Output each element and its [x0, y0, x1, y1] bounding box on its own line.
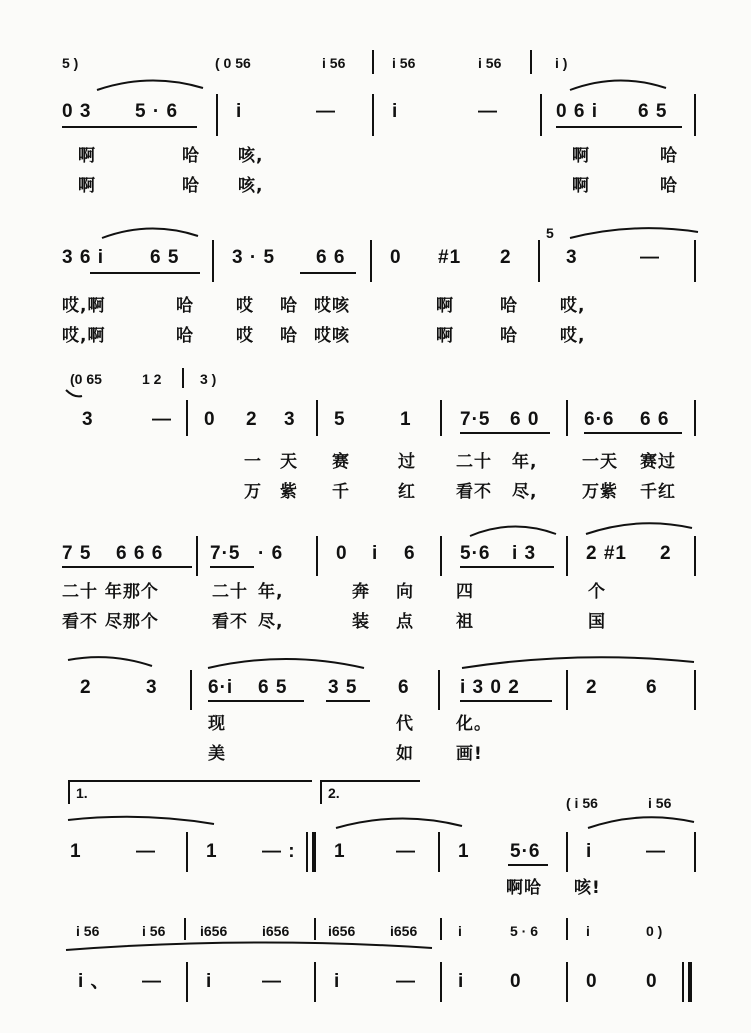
note: i [236, 101, 243, 122]
note: 0 [510, 971, 522, 992]
note: 3 · 5 [232, 247, 276, 268]
intro-note: ( i 56 [566, 795, 598, 811]
lyric: 看不 [456, 482, 492, 502]
lyric: 代 [396, 714, 414, 734]
barline [566, 536, 568, 576]
lyric: 哈 [176, 326, 194, 346]
lyric: 哎,啊 [62, 296, 106, 316]
lyric: 哎 [236, 296, 254, 316]
note: 1 [458, 841, 470, 862]
note: i [206, 971, 213, 992]
lyric: 哈 [280, 326, 298, 346]
volta-bracket [68, 780, 70, 804]
barline [538, 240, 540, 282]
note: 3 [284, 409, 296, 430]
lyric: 哈 [182, 146, 200, 166]
note: i [392, 101, 399, 122]
underline [62, 126, 197, 128]
note: 6 [646, 677, 658, 698]
intro-note: i 56 [478, 55, 502, 71]
lyric: 看不 尽那个 [62, 612, 159, 632]
lyric: 啊哈 [506, 878, 542, 898]
note: 2 [246, 409, 258, 430]
note: 6 6 [316, 247, 346, 268]
note: #1 [438, 247, 462, 268]
underline [460, 700, 552, 702]
lyric: 向 [396, 582, 414, 602]
barline [314, 962, 316, 1002]
note: 6 5 [150, 247, 180, 268]
slur [568, 78, 668, 92]
barline [372, 94, 374, 136]
volta-bracket [320, 780, 420, 782]
barline [440, 962, 442, 1002]
lyric: 啊 [572, 146, 590, 166]
lyric: 啊 [436, 296, 454, 316]
barline [440, 400, 442, 436]
lyric: 尽, [512, 482, 538, 502]
slur [100, 226, 200, 240]
volta-2-label: 2. [328, 785, 340, 801]
note: 6 6 [640, 409, 670, 430]
intro-note: 5 ) [62, 55, 79, 71]
note: 2 [80, 677, 92, 698]
note: 2 [500, 247, 512, 268]
note: · 6 [258, 543, 284, 564]
lyric: 咳, [238, 146, 264, 166]
note: 6 5 [258, 677, 288, 698]
lyric: 哈 [500, 326, 518, 346]
intro-note: ( 0 56 [215, 55, 251, 71]
lyric: 一天 [582, 452, 618, 472]
underline [460, 566, 554, 568]
lyric: 过 [398, 452, 416, 472]
barline [190, 670, 192, 710]
note: 6 6 6 [116, 543, 164, 564]
lyric: 装 [352, 612, 370, 632]
note: 3 5 [328, 677, 358, 698]
lyric: 紫 [280, 482, 298, 502]
note: 0 3 [62, 101, 92, 122]
lyric: 四 [456, 582, 474, 602]
note: i 、 [78, 971, 111, 992]
lyric: 哎, [560, 296, 586, 316]
barline [438, 832, 440, 872]
tie [586, 816, 696, 830]
barline [566, 962, 568, 1002]
lyric: 咳! [574, 878, 601, 898]
lyric: 个 [588, 582, 606, 602]
barline [186, 962, 188, 1002]
slur [66, 656, 154, 670]
lyric: 一 [244, 452, 262, 472]
intro-note: (0 65 [70, 371, 102, 387]
note: 0 [586, 971, 598, 992]
lyric: 祖 [456, 612, 474, 632]
lyric: 红 [398, 482, 416, 502]
note: 5 · 6 [135, 101, 179, 122]
repeat-barline [312, 832, 316, 872]
note: 1 [334, 841, 346, 862]
lyric: 赛 [332, 452, 350, 472]
lyric: 哈 [660, 146, 678, 166]
barline [566, 918, 568, 940]
barline [314, 918, 316, 940]
intro-note: i656 [328, 923, 356, 939]
note: i 3 0 2 [460, 677, 520, 698]
note: i [334, 971, 341, 992]
lyric: 哈 [500, 296, 518, 316]
note: 2 [586, 677, 598, 698]
barline [186, 400, 188, 436]
note: 1 [400, 409, 412, 430]
barline [184, 918, 186, 940]
note: 7 5 [62, 543, 92, 564]
note: i 3 [512, 543, 537, 564]
barline [566, 400, 568, 436]
note: 6 [404, 543, 416, 564]
lyric: 赛过 [640, 452, 676, 472]
note: 0 [204, 409, 216, 430]
note: 2 #1 [586, 543, 627, 564]
note: 7·5 [460, 409, 491, 430]
barline [566, 832, 568, 872]
note: i [586, 841, 593, 862]
barline [694, 536, 696, 576]
barline [694, 94, 696, 136]
note: 1 [206, 841, 218, 862]
note: 3 6 i [62, 247, 104, 268]
note: 3 [82, 409, 94, 430]
underline [326, 700, 370, 702]
note: — [152, 409, 172, 430]
note: — [640, 247, 660, 268]
volta-bracket [68, 780, 312, 782]
barline [530, 50, 532, 74]
lyric: 画! [456, 744, 483, 764]
intro-note: i 56 [322, 55, 346, 71]
grace-mark: 5 [546, 225, 554, 241]
underline [210, 566, 254, 568]
note: — [396, 971, 416, 992]
lyric: 千红 [640, 482, 676, 502]
slur [584, 522, 694, 536]
note: — [316, 101, 336, 122]
barline [370, 240, 372, 282]
intro-note: i 56 [392, 55, 416, 71]
intro-note: 0 ) [646, 923, 663, 939]
intro-note: i 56 [142, 923, 166, 939]
barline [694, 670, 696, 710]
underline [208, 700, 304, 702]
lyric: 哎,啊 [62, 326, 106, 346]
final-barline [682, 962, 684, 1002]
lyric: 啊 [78, 146, 96, 166]
barline [540, 94, 542, 136]
lyric: 奔 [352, 582, 370, 602]
volta-1-label: 1. [76, 785, 88, 801]
barline [566, 670, 568, 710]
intro-note: i 56 [648, 795, 672, 811]
barline [694, 832, 696, 872]
lyric: 如 [396, 744, 414, 764]
barline [440, 536, 442, 576]
lyric: 天 [280, 452, 298, 472]
note: — [136, 841, 156, 862]
tie [64, 388, 84, 400]
intro-note: i656 [390, 923, 418, 939]
barline [694, 240, 696, 282]
lyric: 尽, [258, 612, 284, 632]
lyric: 哈 [176, 296, 194, 316]
intro-note: i656 [200, 923, 228, 939]
note: 3 [566, 247, 578, 268]
final-barline [688, 962, 692, 1002]
tie [64, 940, 434, 954]
lyric: 哈 [182, 176, 200, 196]
lyric: 看不 [212, 612, 248, 632]
note: 6 5 [638, 101, 668, 122]
lyric: 千 [332, 482, 350, 502]
lyric: 万紫 [582, 482, 618, 502]
lyric: 点 [396, 612, 414, 632]
lyric: 哎 [236, 326, 254, 346]
lyric: 二十 [212, 582, 248, 602]
underline [556, 126, 682, 128]
slur [206, 656, 366, 670]
lyric: 年, [512, 452, 538, 472]
volta-bracket [320, 780, 322, 804]
lyric: 咳, [238, 176, 264, 196]
note: 5·6 [460, 543, 491, 564]
lyric: 年, [258, 582, 284, 602]
lyric: 哈 [280, 296, 298, 316]
note: 6 0 [510, 409, 540, 430]
note: 6·i [208, 677, 234, 698]
barline [440, 918, 442, 940]
lyric: 二十 [456, 452, 492, 472]
lyric: 哈 [660, 176, 678, 196]
note: 0 6 i [556, 101, 598, 122]
lyric: 国 [588, 612, 606, 632]
note: 0 [646, 971, 658, 992]
barline [694, 400, 696, 436]
note: 3 [146, 677, 158, 698]
intro-note: i [458, 923, 462, 939]
barline [316, 400, 318, 436]
slur [460, 656, 696, 670]
underline [62, 566, 192, 568]
note: — [396, 841, 416, 862]
barline [438, 670, 440, 710]
note: 7·5 [210, 543, 241, 564]
note: — : [262, 841, 296, 862]
underline [90, 272, 200, 274]
lyric: 啊 [78, 176, 96, 196]
intro-note: 5 · 6 [510, 923, 539, 939]
note: 2 [660, 543, 672, 564]
note: 6 [398, 677, 410, 698]
note: i [372, 543, 379, 564]
note: — [262, 971, 282, 992]
underline [300, 272, 356, 274]
intro-note: i ) [555, 55, 568, 71]
lyric: 万 [244, 482, 262, 502]
note: 0 [390, 247, 402, 268]
barline [316, 536, 318, 576]
barline [196, 536, 198, 576]
barline [212, 240, 214, 282]
slur [95, 78, 205, 92]
intro-note: i 56 [76, 923, 100, 939]
note: 5·6 [510, 841, 541, 862]
note: 6·6 [584, 409, 615, 430]
intro-note: i656 [262, 923, 290, 939]
underline [508, 864, 548, 866]
lyric: 哎咳 [314, 326, 350, 346]
lyric: 哎咳 [314, 296, 350, 316]
barline [216, 94, 218, 136]
tie [66, 814, 216, 828]
underline [460, 432, 550, 434]
note: — [478, 101, 498, 122]
barline [372, 50, 374, 74]
note: — [142, 971, 162, 992]
barline [182, 368, 184, 388]
intro-note: 1 2 [142, 371, 162, 387]
tie [568, 226, 700, 240]
lyric: 化。 [456, 714, 492, 734]
lyric: 美 [208, 744, 226, 764]
note: i [458, 971, 465, 992]
lyric: 啊 [436, 326, 454, 346]
intro-note: i [586, 923, 590, 939]
tie [334, 816, 464, 830]
barline [186, 832, 188, 872]
note: 1 [70, 841, 82, 862]
repeat-barline [306, 832, 308, 872]
lyric: 哎, [560, 326, 586, 346]
intro-note: 3 ) [200, 371, 217, 387]
lyric: 现 [208, 714, 226, 734]
lyric: 啊 [572, 176, 590, 196]
note: — [646, 841, 666, 862]
slur [468, 524, 558, 538]
underline [584, 432, 682, 434]
lyric: 二十 年那个 [62, 582, 159, 602]
note: 0 [336, 543, 348, 564]
note: 5 [334, 409, 346, 430]
